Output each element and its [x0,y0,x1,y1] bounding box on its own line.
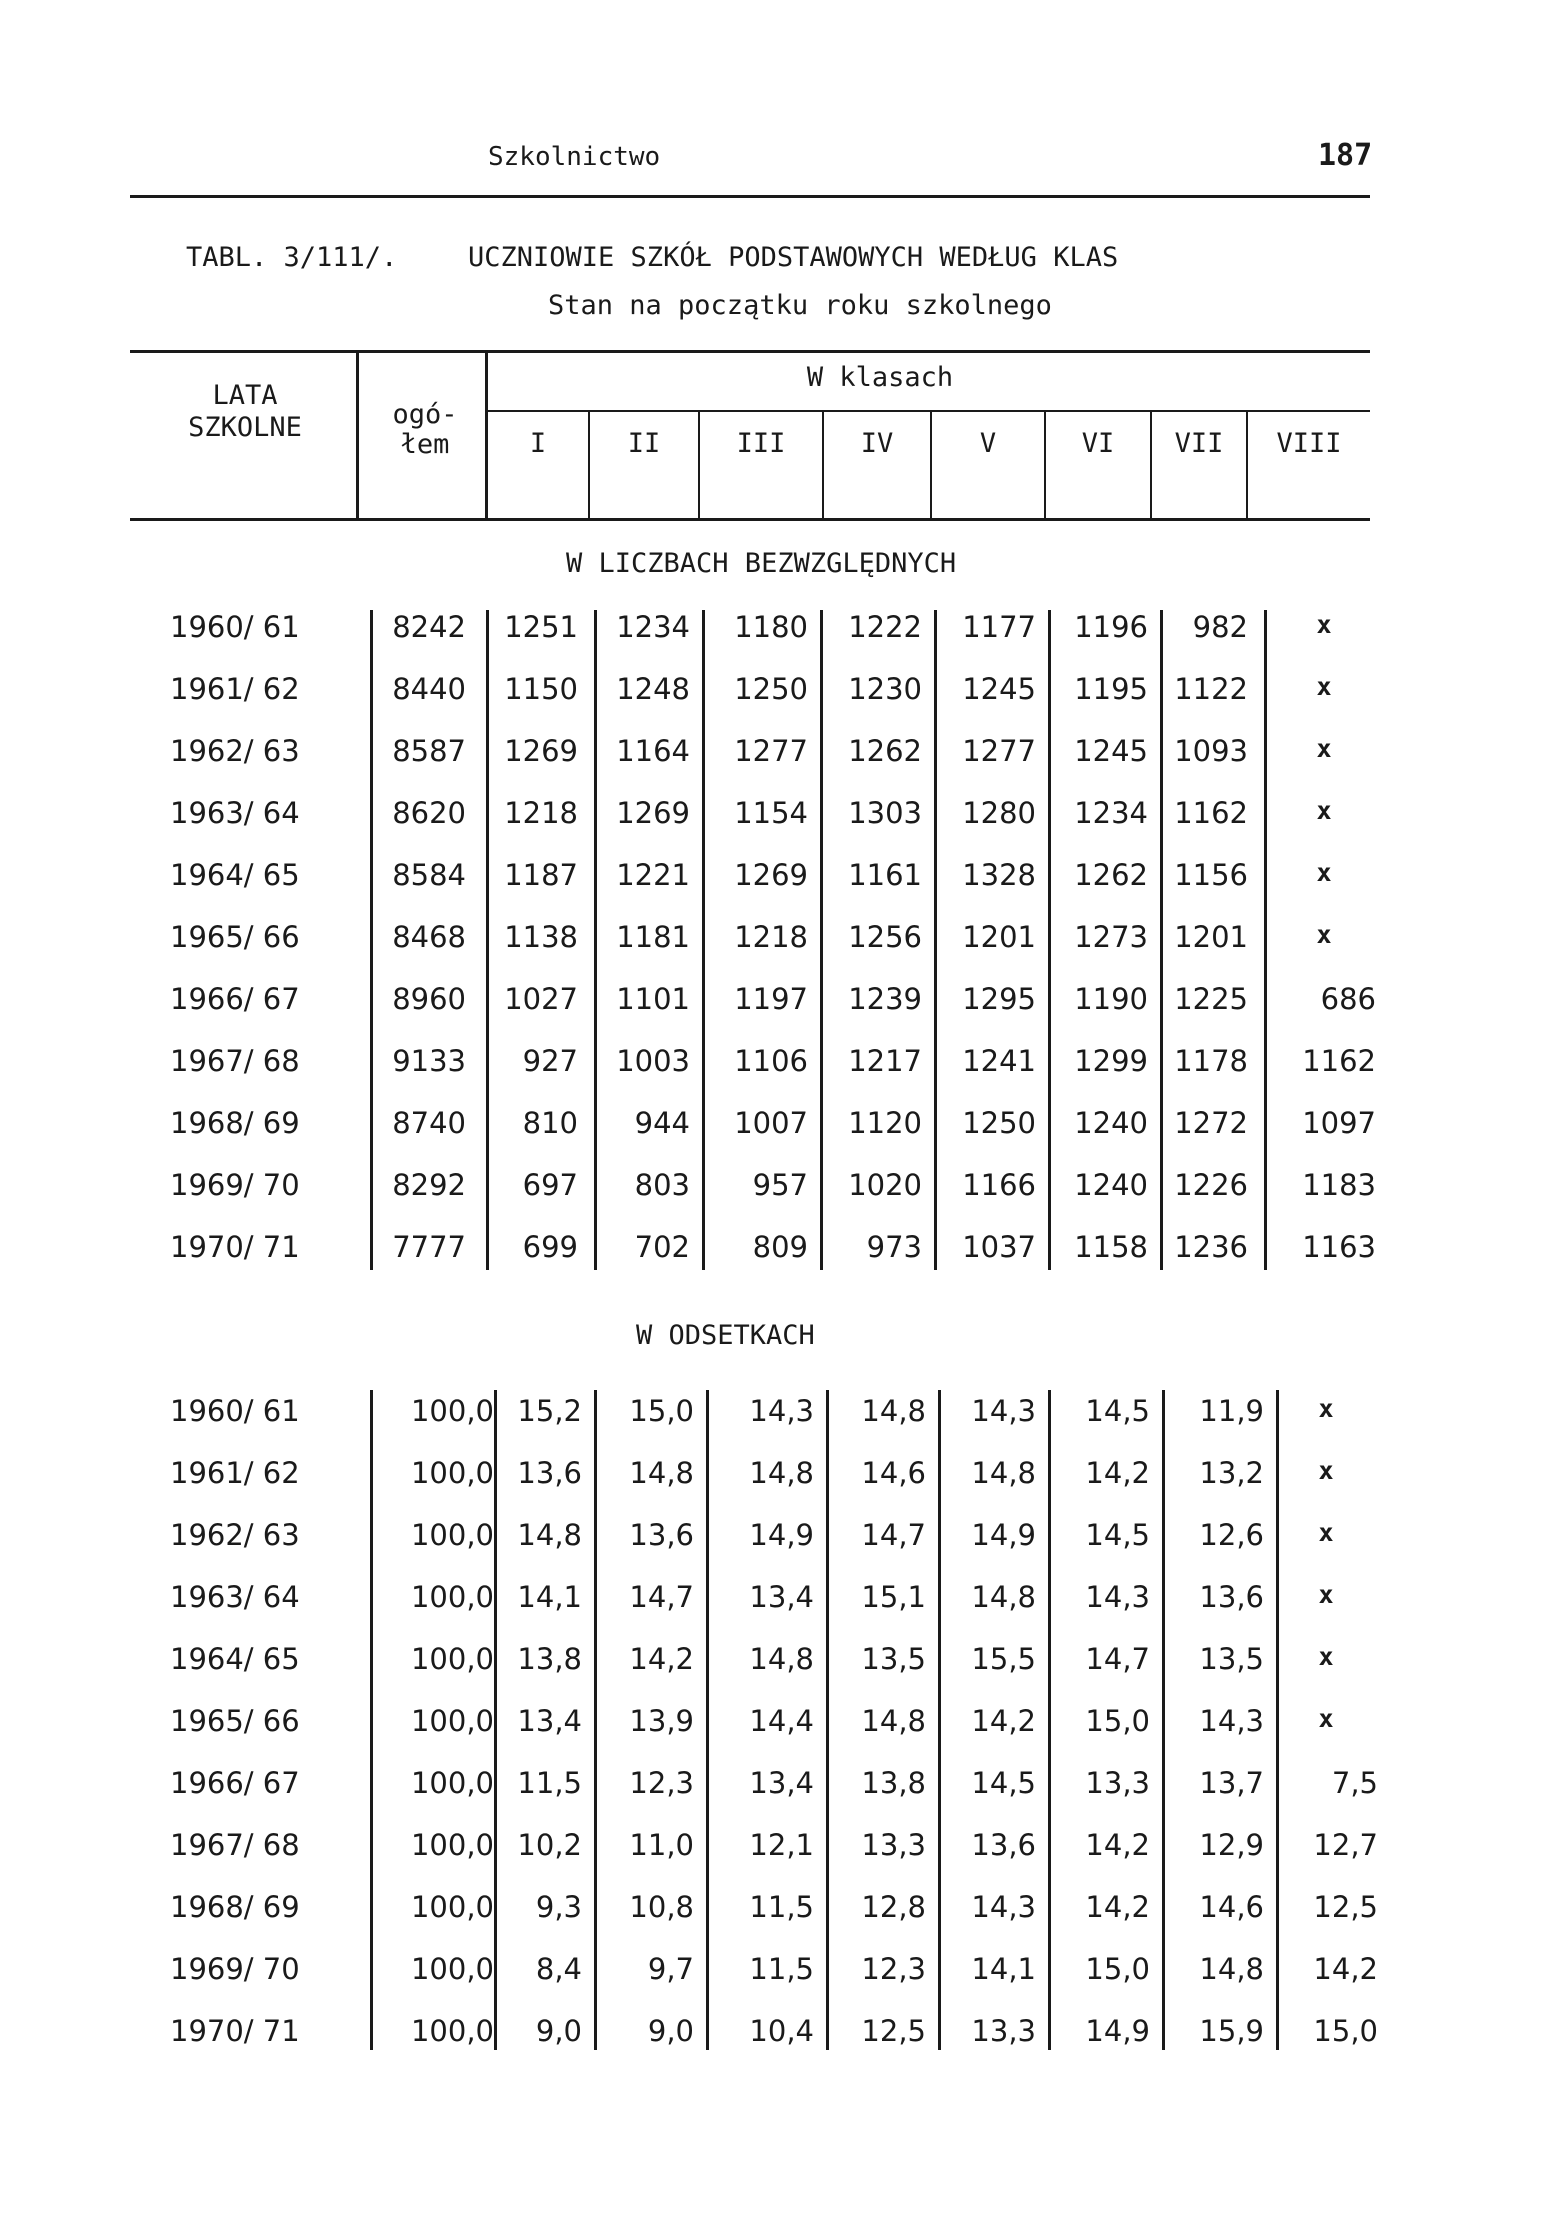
header-rule [130,195,1370,198]
cell-class-6: 1240 [1074,1168,1148,1202]
cell-class-5: 1280 [962,796,1036,830]
cell-class-4: 13,8 [861,1766,926,1800]
cell-class-4: 14,8 [861,1394,926,1428]
class-header-iv: IV [860,428,894,459]
cell-year: 1966/ 67 [170,1766,300,1800]
cell-year: 1965/ 66 [170,920,300,954]
cell-year: 1969/ 70 [170,1952,300,1986]
cell-class-4: 1120 [848,1106,922,1140]
col-total-header [370,400,480,460]
cell-year: 1965/ 66 [170,1704,300,1738]
cell-class-2: 1269 [616,796,690,830]
cell-class-1: 8,4 [535,1952,582,1986]
cell-class-4: 1256 [848,920,922,954]
cell-class-6: 1158 [1074,1230,1148,1264]
cell-class-8: x [1318,1642,1334,1671]
cell-year: 1964/ 65 [170,1642,300,1676]
cell-class-6: 14,5 [1085,1394,1150,1428]
cell-class-4: 1161 [848,858,922,892]
cell-class-8: x [1316,610,1332,639]
cell-class-2: 14,7 [629,1580,694,1614]
cell-class-4: 15,1 [861,1580,926,1614]
cell-class-1: 1251 [504,610,578,644]
cell-class-1: 1138 [504,920,578,954]
cell-class-5: 1177 [962,610,1036,644]
cell-class-3: 14,8 [749,1456,814,1490]
running-title: Szkolnictwo [488,142,661,172]
cell-class-1: 1150 [504,672,578,706]
cell-class-6: 13,3 [1085,1766,1150,1800]
cell-class-2: 1181 [616,920,690,954]
table-row [0,1642,1558,1702]
cell-class-3: 1250 [734,672,808,706]
cell-class-3: 1007 [734,1106,808,1140]
table-head-bottom-rule [130,518,1370,521]
cell-class-7: 11,9 [1199,1394,1264,1428]
page-number: 187 [1318,138,1373,173]
class-header-iii: III [736,428,786,459]
cell-class-3: 1269 [734,858,808,892]
cell-class-2: 1234 [616,610,690,644]
cell-year: 1961/ 62 [170,672,300,706]
cell-class-2: 11,0 [629,1828,694,1862]
cell-class-8: 1183 [1302,1168,1376,1202]
class-header-ii: II [627,428,661,459]
cell-class-3: 1197 [734,982,808,1016]
cell-class-6: 1234 [1074,796,1148,830]
cell-class-2: 944 [634,1106,690,1140]
col-years-header [150,380,340,444]
cell-total: 8620 [392,796,466,830]
table-row [0,1518,1558,1578]
cell-total: 8584 [392,858,466,892]
cell-class-3: 1218 [734,920,808,954]
table-row [0,1952,1558,2012]
cell-class-5: 14,3 [971,1890,1036,1924]
cell-class-6: 15,0 [1085,1704,1150,1738]
table-row [0,982,1558,1042]
cell-class-2: 14,8 [629,1456,694,1490]
cell-total: 100,0 [410,1890,494,1924]
cell-class-4: 973 [866,1230,922,1264]
cell-class-8: x [1316,920,1332,949]
table-row [0,1230,1558,1290]
cell-year: 1966/ 67 [170,982,300,1016]
cell-class-1: 810 [522,1106,578,1140]
cell-class-5: 14,1 [971,1952,1036,1986]
cell-class-5: 1295 [962,982,1036,1016]
table-row [0,920,1558,980]
cell-class-1: 697 [522,1168,578,1202]
cell-class-3: 11,5 [749,1952,814,1986]
cell-class-5: 14,8 [971,1456,1036,1490]
cell-class-8: 1162 [1302,1044,1376,1078]
cell-class-1: 11,5 [517,1766,582,1800]
cell-class-3: 1180 [734,610,808,644]
cell-year: 1970/ 71 [170,1230,300,1264]
cell-class-1: 9,0 [535,2014,582,2048]
table-row [0,1766,1558,1826]
cell-class-2: 803 [634,1168,690,1202]
cell-class-2: 13,9 [629,1704,694,1738]
cell-class-4: 14,8 [861,1704,926,1738]
cell-class-1: 927 [522,1044,578,1078]
cell-class-6: 1196 [1074,610,1148,644]
cell-total: 100,0 [410,1518,494,1552]
cell-class-3: 1277 [734,734,808,768]
cell-class-2: 1101 [616,982,690,1016]
cell-class-8: 15,0 [1313,2014,1378,2048]
cell-class-2: 15,0 [629,1394,694,1428]
cell-total: 8740 [392,1106,466,1140]
cell-class-3: 957 [752,1168,808,1202]
cell-class-6: 1245 [1074,734,1148,768]
cell-class-5: 1277 [962,734,1036,768]
cell-class-1: 13,4 [517,1704,582,1738]
table-title: UCZNIOWIE SZKÓŁ PODSTAWOWYCH WEDŁUG KLAS [468,242,1119,273]
cell-class-7: 13,7 [1199,1766,1264,1800]
cell-class-4: 13,3 [861,1828,926,1862]
cell-class-6: 1262 [1074,858,1148,892]
cell-class-8: x [1316,796,1332,825]
cell-class-5: 14,2 [971,1704,1036,1738]
table-row [0,610,1558,670]
cell-class-2: 1003 [616,1044,690,1078]
cell-class-4: 1222 [848,610,922,644]
cell-class-5: 1328 [962,858,1036,892]
cell-year: 1960/ 61 [170,1394,300,1428]
cell-class-1: 15,2 [517,1394,582,1428]
class-header-vi: VI [1081,428,1115,459]
cell-class-3: 13,4 [749,1580,814,1614]
cell-class-5: 1201 [962,920,1036,954]
cell-total: 8292 [392,1168,466,1202]
cell-class-7: 14,3 [1199,1704,1264,1738]
cell-class-4: 12,3 [861,1952,926,1986]
cell-class-6: 14,7 [1085,1642,1150,1676]
table-row [0,1394,1558,1454]
cell-class-2: 1164 [616,734,690,768]
col-years-line-1: LATA [212,380,278,411]
cell-class-3: 14,3 [749,1394,814,1428]
cell-total: 8440 [392,672,466,706]
cell-year: 1970/ 71 [170,2014,300,2048]
cell-class-3: 1106 [734,1044,808,1078]
cell-total: 100,0 [410,1642,494,1676]
table-row [0,672,1558,732]
cell-class-8: x [1318,1394,1334,1423]
cell-class-2: 9,7 [647,1952,694,1986]
cell-class-5: 1037 [962,1230,1036,1264]
cell-class-7: 13,2 [1199,1456,1264,1490]
cell-class-7: 1226 [1174,1168,1248,1202]
cell-total: 100,0 [410,1580,494,1614]
cell-class-5: 14,9 [971,1518,1036,1552]
table-row [0,1704,1558,1764]
cell-class-7: 982 [1192,610,1248,644]
cell-class-7: 12,6 [1199,1518,1264,1552]
cell-class-2: 12,3 [629,1766,694,1800]
section-absolute-title: W LICZBACH BEZWZGLĘDNYCH [566,548,957,579]
cell-class-1: 1269 [504,734,578,768]
cell-class-3: 1154 [734,796,808,830]
cell-year: 1969/ 70 [170,1168,300,1202]
cell-class-4: 1239 [848,982,922,1016]
cell-class-1: 1187 [504,858,578,892]
cell-class-8: 7,5 [1331,1766,1378,1800]
cell-class-4: 1303 [848,796,922,830]
cell-year: 1963/ 64 [170,796,300,830]
cell-class-4: 1230 [848,672,922,706]
cell-class-6: 14,2 [1085,1890,1150,1924]
cell-class-4: 12,8 [861,1890,926,1924]
table-row [0,1456,1558,1516]
cell-total: 100,0 [410,1394,494,1428]
table-row [0,2014,1558,2074]
cell-class-8: 14,2 [1313,1952,1378,1986]
cell-class-5: 1241 [962,1044,1036,1078]
cell-class-3: 14,8 [749,1642,814,1676]
cell-class-4: 1262 [848,734,922,768]
cell-year: 1962/ 63 [170,734,300,768]
cell-class-5: 1250 [962,1106,1036,1140]
cell-class-2: 14,2 [629,1642,694,1676]
cell-class-7: 13,6 [1199,1580,1264,1614]
cell-class-6: 15,0 [1085,1952,1150,1986]
cell-class-2: 1248 [616,672,690,706]
cell-class-7: 1178 [1174,1044,1248,1078]
cell-class-8: 1097 [1302,1106,1376,1140]
table-row [0,796,1558,856]
cell-class-2: 9,0 [647,2014,694,2048]
cell-class-6: 1273 [1074,920,1148,954]
cell-year: 1964/ 65 [170,858,300,892]
cell-total: 8468 [392,920,466,954]
cell-class-7: 1236 [1174,1230,1248,1264]
cell-class-5: 15,5 [971,1642,1036,1676]
col-total-line-2: łem [400,429,450,460]
cell-total: 100,0 [410,1952,494,1986]
cell-class-6: 14,9 [1085,2014,1150,2048]
cell-total: 100,0 [410,1456,494,1490]
cell-class-3: 14,9 [749,1518,814,1552]
table-row [0,1580,1558,1640]
cell-class-4: 1020 [848,1168,922,1202]
class-header-viii: VIII [1276,428,1342,459]
cell-class-4: 14,6 [861,1456,926,1490]
table-row [0,1828,1558,1888]
cell-class-6: 1190 [1074,982,1148,1016]
cell-total: 100,0 [410,1828,494,1862]
cell-total: 8242 [392,610,466,644]
cell-class-2: 1221 [616,858,690,892]
col-total-line-1: ogó- [392,399,458,430]
cell-class-8: x [1318,1456,1334,1485]
cell-class-7: 13,5 [1199,1642,1264,1676]
section-percent-title: W ODSETKACH [636,1320,815,1351]
cell-total: 8960 [392,982,466,1016]
class-header-i: I [529,428,547,459]
cell-class-6: 1240 [1074,1106,1148,1140]
cell-class-5: 1166 [962,1168,1036,1202]
cell-class-7: 15,9 [1199,2014,1264,2048]
cell-class-7: 14,8 [1199,1952,1264,1986]
cell-class-7: 1122 [1174,672,1248,706]
cell-class-1: 1218 [504,796,578,830]
cell-class-5: 1245 [962,672,1036,706]
table-row [0,858,1558,918]
cell-class-8: x [1316,858,1332,887]
cell-year: 1963/ 64 [170,1580,300,1614]
cell-class-3: 10,4 [749,2014,814,2048]
cell-class-8: 12,5 [1313,1890,1378,1924]
table-subtitle: Stan na początku roku szkolnego [548,290,1052,321]
cell-total: 100,0 [410,1766,494,1800]
cell-class-5: 13,6 [971,1828,1036,1862]
cell-total: 8587 [392,734,466,768]
classes-subheader-rule [486,410,1370,412]
class-header-vii: VII [1174,428,1224,459]
cell-class-8: 1163 [1302,1230,1376,1264]
table-top-rule [130,350,1370,353]
cell-class-1: 9,3 [535,1890,582,1924]
cell-class-7: 1225 [1174,982,1248,1016]
cell-year: 1968/ 69 [170,1890,300,1924]
cell-class-6: 1195 [1074,672,1148,706]
table-row [0,1890,1558,1950]
cell-class-6: 14,5 [1085,1518,1150,1552]
cell-total: 100,0 [410,2014,494,2048]
cell-class-2: 13,6 [629,1518,694,1552]
col-years-line-2: SZKOLNE [188,412,302,443]
cell-class-1: 13,6 [517,1456,582,1490]
cell-class-1: 14,1 [517,1580,582,1614]
cell-total: 100,0 [410,1704,494,1738]
cell-class-3: 12,1 [749,1828,814,1862]
cell-total: 9133 [392,1044,466,1078]
cell-class-8: x [1316,734,1332,763]
cell-year: 1961/ 62 [170,1456,300,1490]
table-row [0,1106,1558,1166]
cell-class-5: 14,8 [971,1580,1036,1614]
cell-class-7: 1093 [1174,734,1248,768]
cell-class-8: 12,7 [1313,1828,1378,1862]
cell-class-1: 699 [522,1230,578,1264]
cell-class-5: 14,5 [971,1766,1036,1800]
header-divider [356,352,359,518]
cell-class-7: 12,9 [1199,1828,1264,1862]
cell-class-8: x [1318,1580,1334,1609]
cell-total: 7777 [392,1230,466,1264]
cell-class-7: 1162 [1174,796,1248,830]
table-row [0,1044,1558,1104]
table-number: TABL. 3/111/. [186,242,398,273]
classes-header: W klasach [806,362,954,393]
cell-class-8: x [1318,1704,1334,1733]
cell-class-6: 14,2 [1085,1456,1150,1490]
cell-class-7: 1272 [1174,1106,1248,1140]
cell-year: 1962/ 63 [170,1518,300,1552]
cell-class-8: x [1318,1518,1334,1547]
cell-class-1: 10,2 [517,1828,582,1862]
cell-class-5: 14,3 [971,1394,1036,1428]
table-row [0,1168,1558,1228]
cell-year: 1967/ 68 [170,1044,300,1078]
cell-class-5: 13,3 [971,2014,1036,2048]
cell-year: 1967/ 68 [170,1828,300,1862]
cell-year: 1968/ 69 [170,1106,300,1140]
cell-class-8: 686 [1320,982,1376,1016]
cell-class-4: 14,7 [861,1518,926,1552]
cell-class-3: 809 [752,1230,808,1264]
cell-class-2: 10,8 [629,1890,694,1924]
cell-class-2: 702 [634,1230,690,1264]
cell-class-3: 13,4 [749,1766,814,1800]
cell-class-3: 11,5 [749,1890,814,1924]
cell-class-1: 13,8 [517,1642,582,1676]
cell-class-6: 1299 [1074,1044,1148,1078]
cell-class-1: 1027 [504,982,578,1016]
cell-class-7: 14,6 [1199,1890,1264,1924]
cell-class-3: 14,4 [749,1704,814,1738]
cell-class-1: 14,8 [517,1518,582,1552]
cell-class-8: x [1316,672,1332,701]
class-header-v: V [979,428,997,459]
cell-class-4: 13,5 [861,1642,926,1676]
cell-class-4: 12,5 [861,2014,926,2048]
cell-class-7: 1201 [1174,920,1248,954]
cell-year: 1960/ 61 [170,610,300,644]
cell-class-4: 1217 [848,1044,922,1078]
cell-class-6: 14,2 [1085,1828,1150,1862]
cell-class-7: 1156 [1174,858,1248,892]
cell-class-6: 14,3 [1085,1580,1150,1614]
table-row [0,734,1558,794]
